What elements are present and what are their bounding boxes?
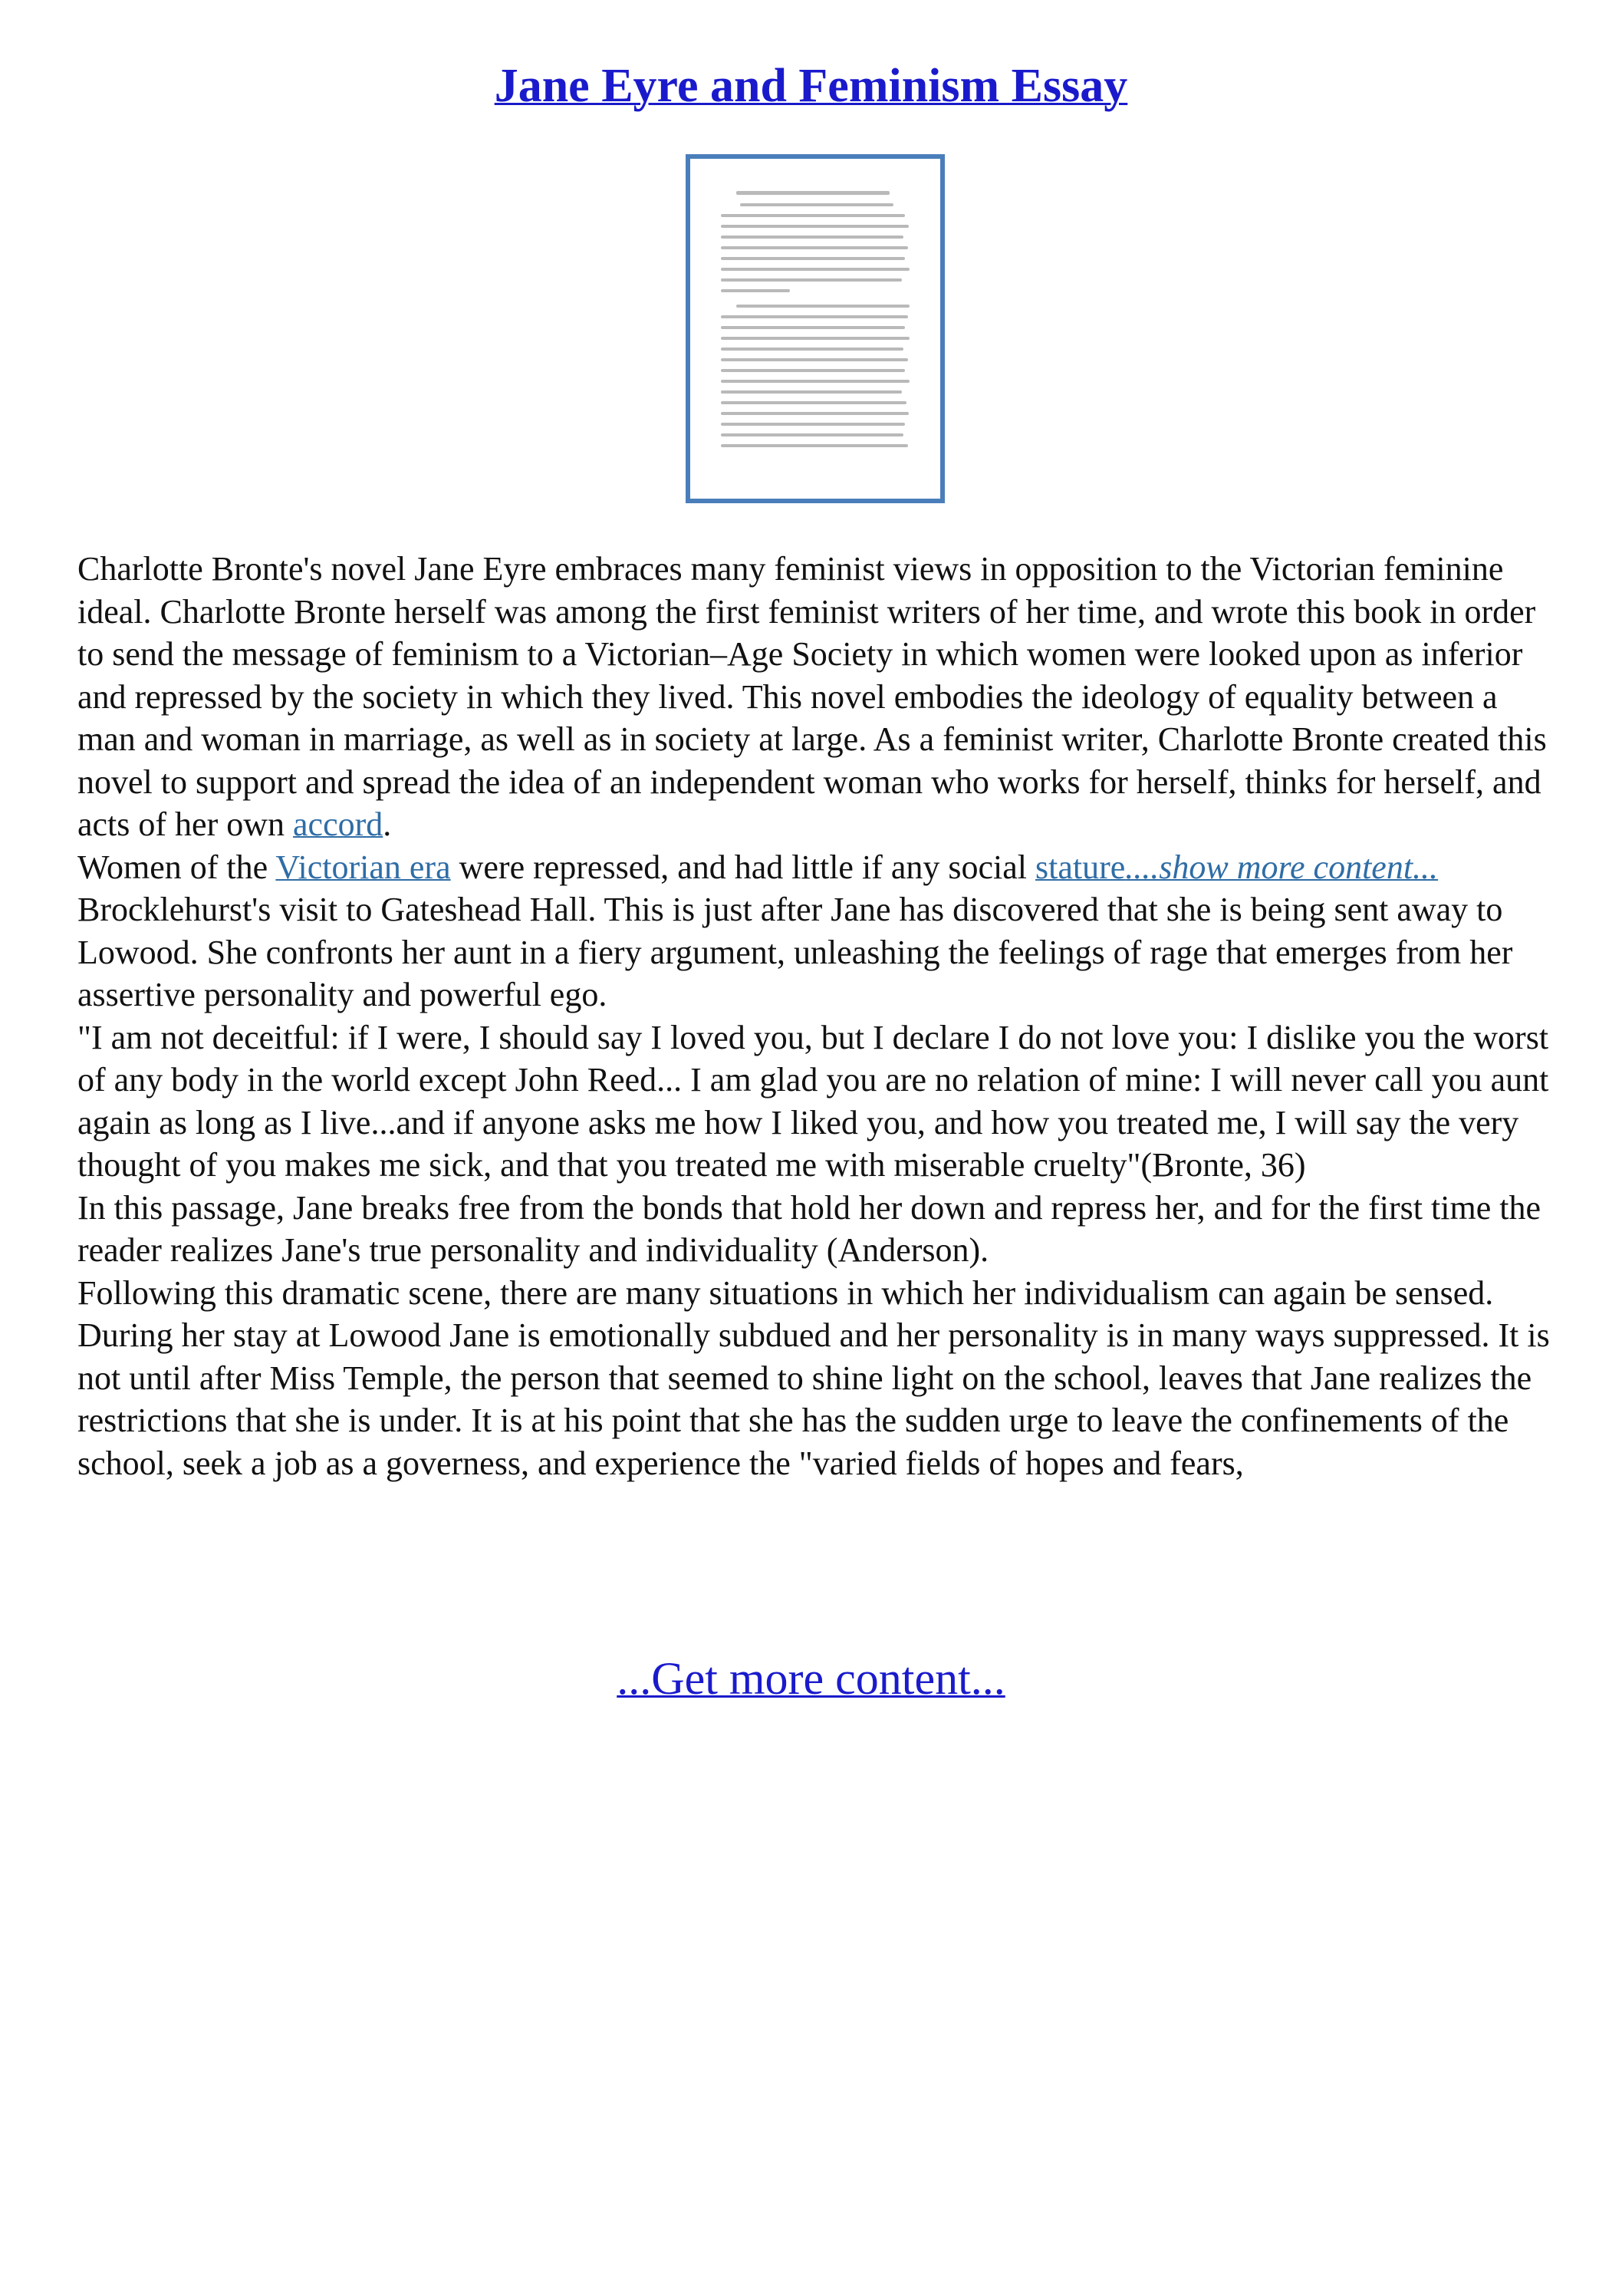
- paragraph-victorian-mid: were repressed, and had little if any social: [450, 848, 1035, 886]
- victorian-era-link[interactable]: Victorian era: [275, 848, 451, 886]
- stature-link[interactable]: stature: [1035, 848, 1126, 886]
- page-title: [0, 55, 1622, 117]
- title-link[interactable]: Jane Eyre and Feminism Essay: [494, 60, 1128, 112]
- paragraph-quote: "I am not deceitful: if I were, I should say I loved you, but I declare I do not love you: I dislike you the worst of any body in the world except John Reed... I am glad you are no relation of mine: I will never call you aunt again as long as I live...and if anyone asks me how I liked you, and how you treated me, I will say the very thought of you makes me sick, and that you treated me with miserable cruelty"(Bronte, 36): [77, 1018, 1549, 1184]
- get-more-content-link[interactable]: ...Get more content...: [617, 1653, 1005, 1704]
- paragraph-lowood: Following this dramatic scene, there are many situations in which her individualism can again be sensed. During her stay at Lowood Jane is emotionally subdued and her personality is in many ways suppressed. It is not until after Miss Temple, the person that seemed to shine light on the school, leaves that Jane realizes the restrictions that she is under. It is at his point that she has the sudden urge to leave the confinements of the school, seek a job as a governess, and experience the "varied fields of hopes and fears,: [77, 1273, 1550, 1482]
- paragraph-victorian-start: Women of the: [77, 848, 276, 886]
- accord-link[interactable]: accord: [293, 805, 383, 843]
- paragraph-passage: In this passage, Jane breaks free from the bonds that hold her down and repress her, and for the first time the reader realizes Jane's true personality and individuality (Anderson).: [77, 1188, 1541, 1269]
- paragraph-victorian: [77, 846, 1561, 889]
- essay-thumbnail[interactable]: [686, 154, 945, 503]
- paragraph-intro-text: Charlotte Bronte's novel Jane Eyre embraces many feminist views in opposition to the Victorian feminine ideal. Charlotte Bronte herself was among the first feminist writers of her time, and wrote this book in order to send the message of feminism to a Victorian–Age Society in which women were looked upon as inferior and repressed by the society in which they lived. This novel embodies the ideology of equality between a man and woman in marriage, as well as in society at large. As a feminist writer, Charlotte Bronte created this novel to support and spread the idea of an independent woman who works for herself, thinks for herself, and acts of her own: [77, 550, 1547, 843]
- thumbnail-preview-lines: [690, 159, 940, 499]
- get-more-container: [0, 1649, 1622, 1708]
- paragraph-intro-end: .: [383, 805, 392, 843]
- show-more-link[interactable]: ....show more content...: [1125, 848, 1439, 886]
- paragraph-intro: [77, 548, 1561, 846]
- essay-body: [77, 548, 1561, 1484]
- paragraph-brocklehurst: Brocklehurst's visit to Gateshead Hall. This is just after Jane has discovered that she is being sent away to Lowood. She confronts her aunt in a fiery argument, unleashing the feelings of rage that emerges from her assertive personality and powerful ego.: [77, 891, 1513, 1013]
